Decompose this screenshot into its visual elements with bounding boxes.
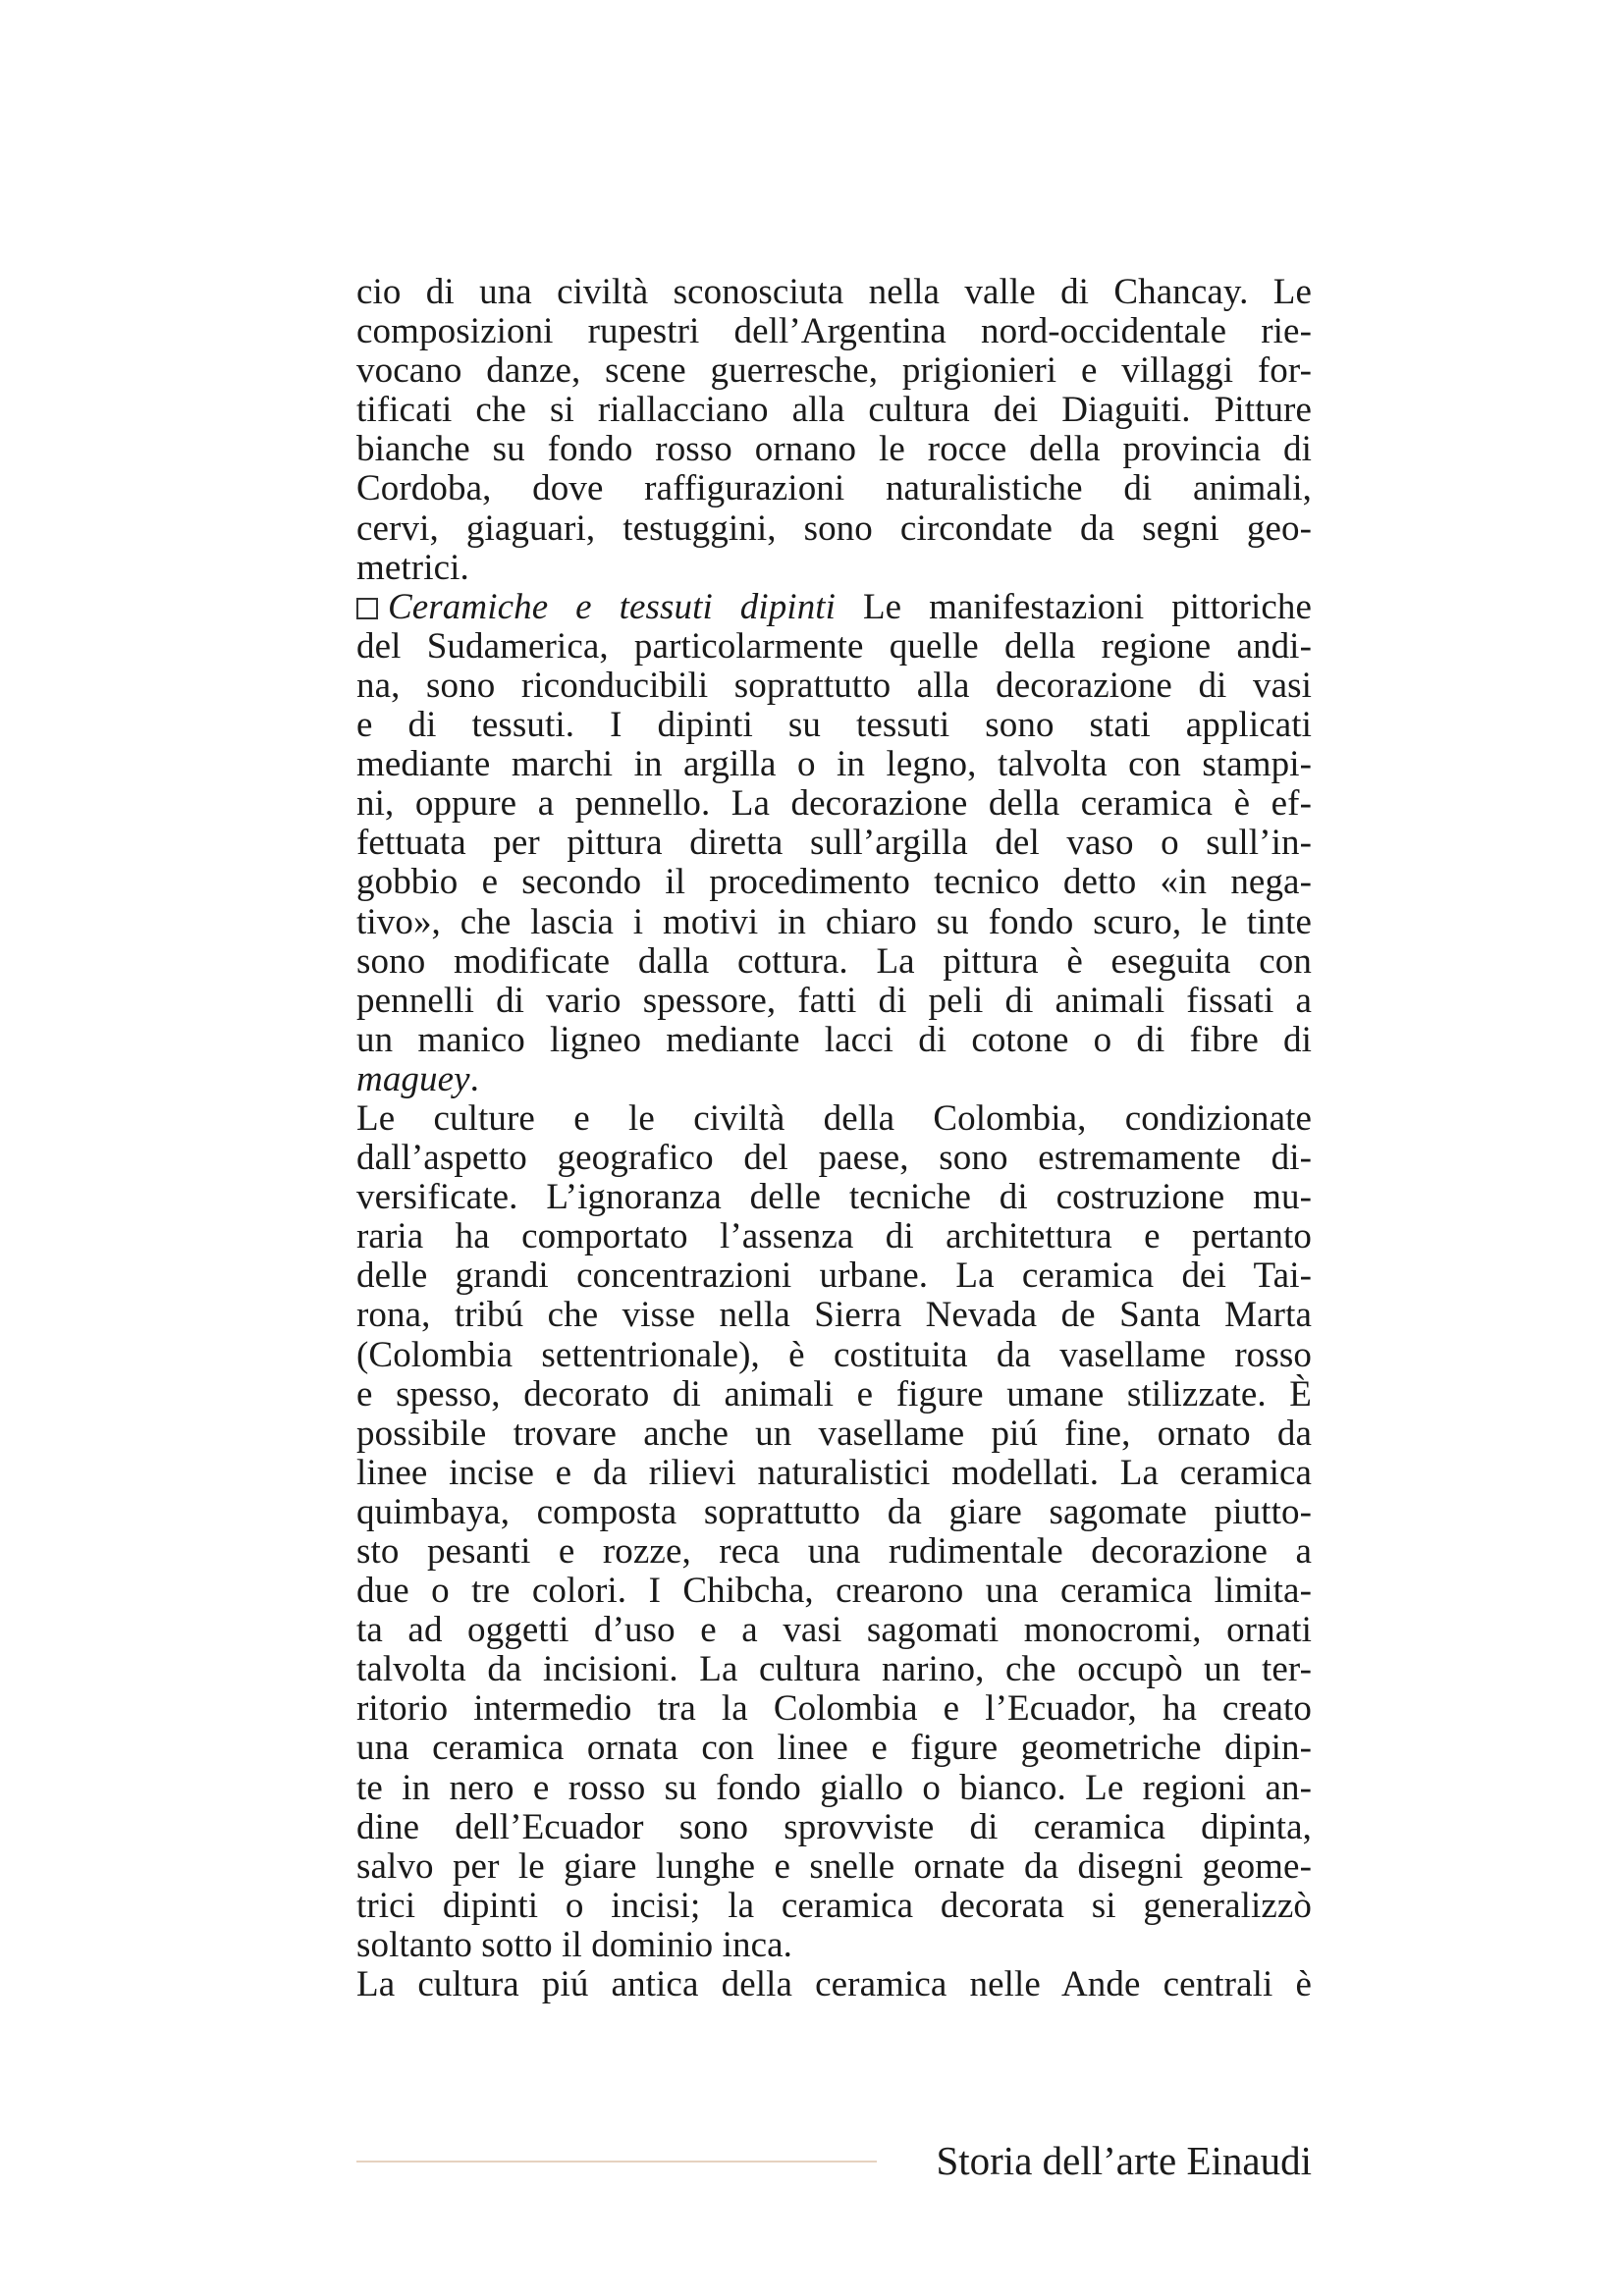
text-line: dine dell’Ecuador sono sprovviste di ceramica dipinta, xyxy=(356,1806,1312,1847)
text-line: ritorio intermedio tra la Colombia e l’Ecuador, ha creato xyxy=(356,1688,1312,1730)
text-line: bianche su fondo rosso ornano le rocce della provincia di xyxy=(356,429,1312,470)
text-line: te in nero e rosso su fondo giallo o bianco. Le regioni an- xyxy=(356,1767,1312,1808)
text-line: e di tessuti. I dipinti su tessuti sono stati applicati xyxy=(356,705,1312,746)
text-line: delle grandi concentrazioni urbane. La ceramica dei Tai- xyxy=(356,1255,1312,1297)
text-line: La cultura piú antica della ceramica nelle Ande centrali è xyxy=(356,1964,1312,2005)
text-line: dall’aspetto geografico del paese, sono estremamente di- xyxy=(356,1138,1312,1179)
text-line: cervi, giaguari, testuggini, sono circondate da segni geo- xyxy=(356,507,1312,549)
text-line: due o tre colori. I Chibcha, crearono una ceramica limita- xyxy=(356,1571,1312,1612)
text-line: versificate. L’ignoranza delle tecniche di costruzione mu- xyxy=(356,1177,1312,1218)
text-line: e spesso, decorato di animali e figure umane stilizzate. È xyxy=(356,1373,1312,1415)
text-line: na, sono riconducibili soprattutto alla decorazione di vasi xyxy=(356,665,1312,706)
section-heading: Ceramiche e tessuti dipinti xyxy=(388,586,837,627)
text-line: talvolta da incisioni. La cultura narino, che occupò un ter- xyxy=(356,1649,1312,1690)
text-line: Le culture e le civiltà della Colombia, condizionate xyxy=(356,1097,1312,1139)
text-line: cio di una civiltà sconosciuta nella valle di Chancay. Le xyxy=(356,272,1312,312)
section-heading-rest: Le manifestazioni pittoriche xyxy=(862,586,1312,627)
square-bullet-icon xyxy=(356,598,378,619)
text-line: una ceramica ornata con linee e figure geometriche dipin- xyxy=(356,1728,1312,1769)
text-line: un manico ligneo mediante lacci di cotone o di fibre di xyxy=(356,1019,1312,1060)
text-line: fettuata per pittura diretta sull’argilla del vaso o sull’in- xyxy=(356,823,1312,864)
text-line: linee incise e da rilievi naturalistici modellati. La ceramica xyxy=(356,1452,1312,1493)
text-line: metrici. xyxy=(356,547,469,588)
text-line: tivo», che lascia i motivi in chiaro su fondo scuro, le tinte xyxy=(356,901,1312,942)
text-line: salvo per le giare lunghe e snelle ornate da disegni geome- xyxy=(356,1845,1312,1887)
section-heading-line xyxy=(356,588,1312,627)
text-line: soltanto sotto il dominio inca. xyxy=(356,1924,792,1965)
section-last-suffix: . xyxy=(469,1058,480,1099)
maguey-term: maguey xyxy=(356,1058,470,1099)
text-line: raria ha comportato l’assenza di architettura e pertanto xyxy=(356,1216,1312,1257)
footer-rule xyxy=(356,2161,877,2163)
text-line: mediante marchi in argilla o in legno, talvolta con stampi- xyxy=(356,744,1312,785)
text-line: del Sudamerica, particolarmente quelle della regione andi- xyxy=(356,625,1312,667)
text-line: sono modificate dalla cottura. La pittura è eseguita con xyxy=(356,940,1312,982)
text-line: vocano danze, scene guerresche, prigionieri e villaggi for- xyxy=(356,350,1312,392)
section-last-line xyxy=(356,1060,1312,1099)
text-line: composizioni rupestri dell’Argentina nord-occidentale rie- xyxy=(356,311,1312,352)
text-line: Cordoba, dove raffigurazioni naturalistiche di animali, xyxy=(356,468,1312,509)
text-line: ta ad oggetti d’uso e a vasi sagomati monocromi, ornati xyxy=(356,1610,1312,1651)
text-line: quimbaya, composta soprattutto da giare sagomate piutto- xyxy=(356,1491,1312,1532)
text-line: tificati che si riallacciano alla cultura dei Diaguiti. Pitture xyxy=(356,390,1312,431)
text-line: gobbio e secondo il procedimento tecnico detto «in nega- xyxy=(356,862,1312,903)
body-text xyxy=(356,273,1312,2004)
footer-title: Storia dell’arte Einaudi xyxy=(936,2138,1312,2183)
text-line: pennelli di vario spessore, fatti di peli di animali fissati a xyxy=(356,980,1312,1021)
text-line: sto pesanti e rozze, reca una rudimentale decorazione a xyxy=(356,1531,1312,1572)
text-line: (Colombia settentrionale), è costituita da vasellame rosso xyxy=(356,1334,1312,1375)
text-line: possibile trovare anche un vasellame piú fine, ornato da xyxy=(356,1413,1312,1454)
text-line: rona, tribú che visse nella Sierra Nevada de Santa Marta xyxy=(356,1295,1312,1336)
text-line: ni, oppure a pennello. La decorazione della ceramica è ef- xyxy=(356,783,1312,825)
text-line: trici dipinti o incisi; la ceramica decorata si generalizzò xyxy=(356,1885,1312,1926)
